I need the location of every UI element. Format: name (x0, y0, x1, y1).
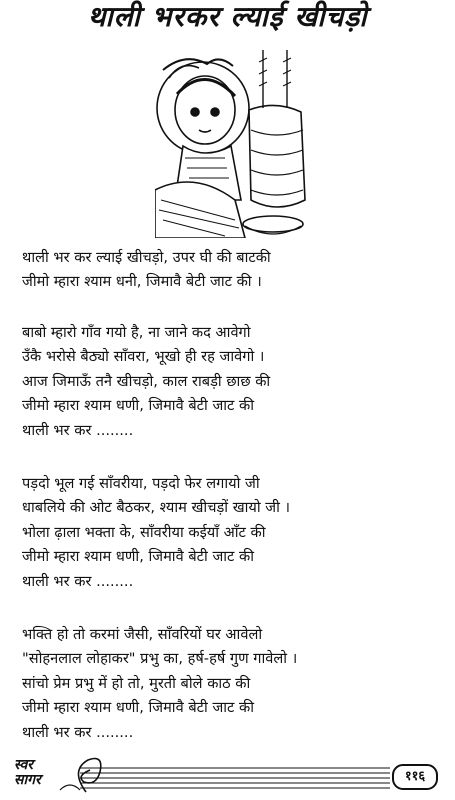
verse-line: भक्ति हो तो करमां जैसी, साँवरियों घर आवेलो (22, 626, 263, 643)
krishna-illustration (155, 50, 307, 238)
stanza-1 (22, 246, 447, 295)
verse-line: जीमो म्हारा श्याम धणी, जिमावै बेटी जाट की (22, 397, 255, 415)
stanza-2 (22, 321, 447, 443)
verse-line: सांचो प्रेम प्रभु में हो तो, मुरती बोले काठ की (22, 674, 251, 692)
verse-line: भोला ढ़ाला भक्ता के, साँवरीया कईयाँ आँट की (22, 523, 266, 541)
verse-line: धाबलिये की ओट बैठकर, श्याम खीचड़ों खायो जी । (22, 499, 291, 517)
page-number: ११६ (392, 764, 438, 790)
brand-line-2: सागर (14, 772, 41, 788)
verse-line: उँकै भरोसे बैठ्यो साँवरा, भूखो ही रह जावेगो । (22, 348, 265, 366)
verse-line: "सोहनलाल लोहाकर" प्रभु का, हर्ष-हर्ष गुण गावेलो । (22, 650, 298, 668)
verse-line: जीमो म्हारा श्याम धनी, जिमावै बेटी जाट की । (22, 273, 262, 291)
verse-line: जीमो म्हारा श्याम धणी, जिमावै बेटी जाट की (22, 699, 255, 717)
verse-line: बाबो म्हारो गाँव गयो है, ना जाने कद आवेगो (22, 324, 251, 341)
verse-line: आज जिमाऊँ तनै खीचड़ो, काल राबड़ी छाछ की (22, 372, 271, 390)
page-title: थाली भरकर ल्याई खीचड़ो (87, 0, 368, 33)
verse-line: जीमो म्हारा श्याम धणी, जिमावै बेटी जाट की (22, 548, 255, 566)
brand-logo (14, 758, 72, 788)
stanza-4 (22, 623, 447, 745)
stanza-3 (22, 472, 447, 594)
brand-line-1: स्वर (14, 757, 33, 773)
verse-line: पड़दो भूल गई साँवरीया, पड़दो फेर लगायो जी (22, 475, 260, 492)
verse-line: थाली भर कर ........ (22, 421, 134, 439)
verse-line: थाली भर कर ........ (22, 723, 134, 741)
verse-line: थाली भर कर ........ (22, 572, 134, 590)
verse-line: थाली भर कर ल्याई खीचड़ो, उपर घी की बाटकी (22, 249, 271, 266)
